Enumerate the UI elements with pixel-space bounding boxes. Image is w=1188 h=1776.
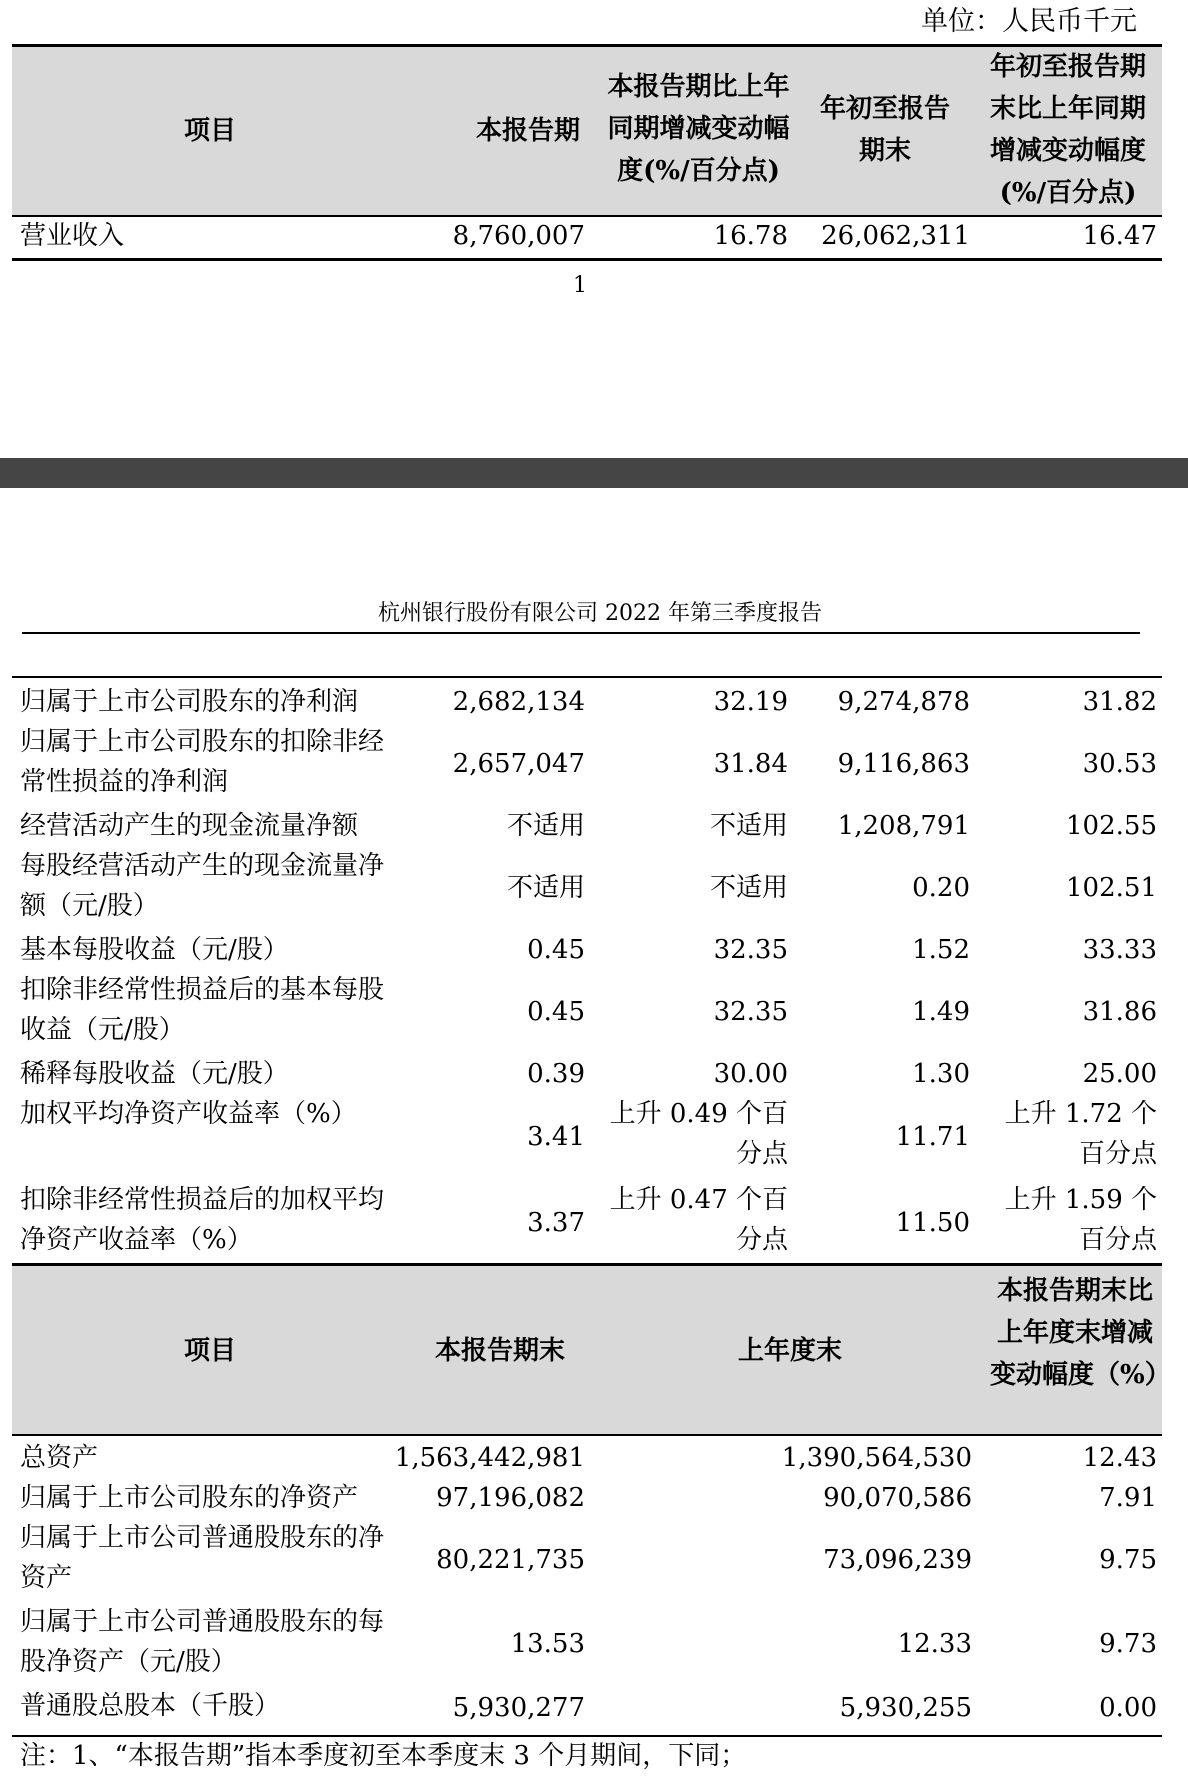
row-revenue-v1: 8,760,007 bbox=[452, 221, 585, 251]
row-revenue-label: 营业收入 bbox=[20, 221, 125, 251]
table-row-value-v2: 90,070,586 bbox=[823, 1483, 972, 1513]
page-break-band bbox=[0, 458, 1188, 488]
table-row-value-v3: 1.52 bbox=[912, 935, 970, 965]
table-row-value-v1: 5,930,277 bbox=[452, 1693, 585, 1723]
header-item: 项目 bbox=[183, 116, 236, 146]
table-row-value-v2: 1,390,564,530 bbox=[781, 1443, 972, 1473]
table2-top-rule bbox=[12, 676, 1162, 678]
unit-label: 单位：人民币千元 bbox=[921, 6, 1137, 37]
table-row-label: 普通股总股本（千股） bbox=[20, 1691, 281, 1721]
table-row-value-v1: 13.53 bbox=[510, 1629, 585, 1659]
table-row-value-v1: 80,221,735 bbox=[436, 1545, 585, 1575]
table-row-value-v4: 30.53 bbox=[1082, 749, 1157, 779]
table-row-value-v1: 1,563,442,981 bbox=[394, 1443, 585, 1473]
table-row-value-v2: 不适用 bbox=[709, 811, 788, 841]
table-row-value-v3: 1.49 bbox=[912, 997, 970, 1027]
table-row-value-v4: 31.82 bbox=[1082, 687, 1157, 717]
table-row-value-v3: 1,208,791 bbox=[837, 811, 970, 841]
table-row-value-v1: 不适用 bbox=[506, 873, 585, 903]
table-row-value-v4: 上升 1.72 个百分点 bbox=[1004, 1099, 1157, 1169]
table-row-value-v3: 0.00 bbox=[1099, 1693, 1157, 1723]
table-row-value-v3: 0.20 bbox=[912, 873, 970, 903]
table-row-value-v1: 2,682,134 bbox=[452, 687, 585, 717]
table-row-value-v4: 31.86 bbox=[1082, 997, 1157, 1027]
header-current-period: 本报告期 bbox=[475, 116, 580, 146]
table-row-value-v1: 2,657,047 bbox=[452, 749, 585, 779]
running-header-rule bbox=[22, 632, 1140, 634]
table-row-label: 经营活动产生的现金流量净额 bbox=[20, 811, 359, 841]
table-row-value-v1: 97,196,082 bbox=[436, 1483, 585, 1513]
table-row-label: 总资产 bbox=[20, 1443, 99, 1473]
table-row-value-v2: 30.00 bbox=[713, 1059, 788, 1089]
table-row-value-v3: 1.30 bbox=[912, 1059, 970, 1089]
table-row-label: 每股经营活动产生的现金流量净额（元/股） bbox=[20, 851, 385, 921]
table-row-value-v1: 0.39 bbox=[527, 1059, 585, 1089]
table-row-label: 扣除非经常性损益后的基本每股收益（元/股） bbox=[20, 975, 385, 1045]
footnote: 注：1、“本报告期”指本季度初至本季度末 3 个月期间，下同； bbox=[20, 1741, 747, 1771]
header3-last-year-end: 上年度末 bbox=[737, 1336, 842, 1366]
row-revenue-v4: 16.47 bbox=[1082, 221, 1157, 251]
header-current-change: 本报告期比上年同期增减变动幅度(%/百分点) bbox=[607, 72, 790, 186]
table-row-label: 稀释每股收益（元/股） bbox=[20, 1059, 289, 1089]
table-row-value-v3: 11.50 bbox=[895, 1208, 970, 1238]
table-row-value-v3: 9,274,878 bbox=[837, 687, 970, 717]
table-row-value-v4: 102.55 bbox=[1066, 811, 1157, 841]
table-row-value-v2: 32.19 bbox=[713, 687, 788, 717]
table-row-value-v1: 0.45 bbox=[527, 935, 585, 965]
table-row-value-v3: 12.43 bbox=[1082, 1443, 1157, 1473]
table-row-value-v1: 不适用 bbox=[506, 811, 585, 841]
header3-item: 项目 bbox=[183, 1336, 236, 1366]
table-row-value-v2: 上升 0.47 个百分点 bbox=[609, 1185, 788, 1255]
table-row-value-v3: 9.73 bbox=[1099, 1629, 1157, 1659]
header-ytd-change: 年初至报告期末比上年同期增减变动幅度(%/百分点) bbox=[989, 52, 1146, 208]
table-row-label: 归属于上市公司股东的净利润 bbox=[20, 687, 359, 717]
table-row-label: 基本每股收益（元/股） bbox=[20, 935, 289, 965]
row-revenue-v3: 26,062,311 bbox=[821, 221, 970, 251]
table-row-value-v3: 9,116,863 bbox=[837, 749, 970, 779]
table-bottom-rule bbox=[12, 258, 1162, 261]
table-row-label: 归属于上市公司普通股股东的净资产 bbox=[20, 1523, 385, 1593]
table-row-value-v4: 上升 1.59 个百分点 bbox=[1004, 1185, 1157, 1255]
table-row-value-v2: 32.35 bbox=[713, 997, 788, 1027]
row-revenue-v2: 16.78 bbox=[713, 221, 788, 251]
header3-period-end: 本报告期末 bbox=[434, 1336, 565, 1366]
table-row-label: 归属于上市公司股东的净资产 bbox=[20, 1483, 359, 1513]
table-row-value-v3: 7.91 bbox=[1099, 1483, 1157, 1513]
table3-header-bottom-rule bbox=[12, 1434, 1162, 1436]
table-row-label: 归属于上市公司普通股股东的每股净资产（元/股） bbox=[20, 1607, 385, 1677]
table-row-label: 加权平均净资产收益率（%） bbox=[20, 1099, 357, 1129]
table-row-value-v1: 3.37 bbox=[527, 1208, 585, 1238]
running-header: 杭州银行股份有限公司 2022 年第三季度报告 bbox=[378, 601, 822, 626]
table-row-value-v1: 0.45 bbox=[527, 997, 585, 1027]
table-row-value-v1: 3.41 bbox=[527, 1122, 585, 1152]
table-row-value-v2: 12.33 bbox=[897, 1629, 972, 1659]
table-row-value-v2: 5,930,255 bbox=[839, 1693, 972, 1723]
header-ytd: 年初至报告期末 bbox=[820, 94, 951, 166]
table-row-label: 归属于上市公司股东的扣除非经常性损益的净利润 bbox=[20, 727, 385, 797]
table-row-value-v4: 33.33 bbox=[1082, 935, 1157, 965]
table-row-value-v3: 11.71 bbox=[895, 1122, 970, 1152]
table-row-value-v2: 不适用 bbox=[709, 873, 788, 903]
page-number: 1 bbox=[573, 273, 587, 298]
table-row-value-v2: 31.84 bbox=[713, 749, 788, 779]
table-row-value-v3: 9.75 bbox=[1099, 1545, 1157, 1575]
table-row-value-v4: 25.00 bbox=[1082, 1059, 1157, 1089]
table-row-value-v2: 73,096,239 bbox=[823, 1545, 972, 1575]
header3-change: 本报告期末比上年度末增减变动幅度（%） bbox=[990, 1276, 1171, 1390]
table-row-value-v2: 上升 0.49 个百分点 bbox=[609, 1099, 788, 1169]
table-row-value-v2: 32.35 bbox=[713, 935, 788, 965]
table-row-value-v4: 102.51 bbox=[1066, 873, 1157, 903]
table-row-label: 扣除非经常性损益后的加权平均净资产收益率（%） bbox=[20, 1185, 385, 1255]
